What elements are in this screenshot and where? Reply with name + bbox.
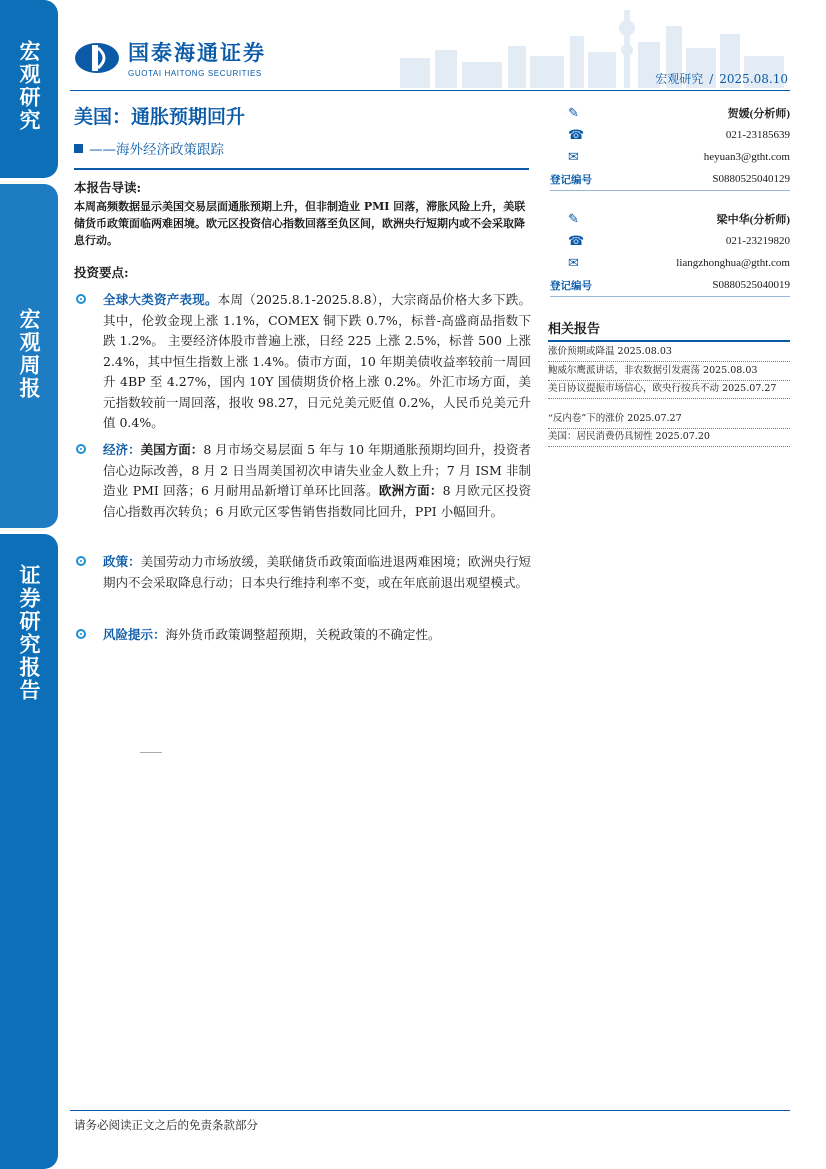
title-divider [74, 168, 529, 170]
point-risk [76, 625, 531, 646]
points-heading: 投资要点: [74, 265, 129, 280]
analyst-name-row [550, 102, 790, 124]
reg-number: S0880525040019 [712, 279, 790, 291]
related-divider [548, 340, 790, 342]
logo-icon [74, 42, 120, 74]
intro-text: 本周高频数据显示美国交易层面通胀预期上升，但非制造业 PMI 回落，滞胀风险上升，美联储货币政策面临两难困境。欧元区投资信心指数回落至负区间，欧洲央行短期内或不会采取降息行动。 [74, 200, 526, 247]
eu-text: 8 月欧元区投资信心指数再次转负；6 月欧元区零售销售指数同比回升，PPI 小幅回升。 [103, 483, 531, 519]
us-label: 美国方面： [140, 442, 204, 457]
related-report-link[interactable]: 美日协议提振市场信心，欧央行按兵不动 2025.07.27 [548, 382, 790, 399]
divider-mark [140, 752, 162, 753]
reg-label: 登记编号 [550, 280, 592, 292]
point-label: 全球大类资产表现。 [103, 292, 218, 307]
mail-icon: ✉ [568, 149, 579, 164]
page-subtitle [74, 138, 224, 158]
analyst-email[interactable]: heyuan3@gtht.com [703, 151, 790, 163]
point-text: 美国劳动力市场放缓，美联储货币政策面临进退两难困境；欧洲央行短期内不会采取降息行动；日本央行维持利率不变，或在年底前退出观望模式。 [103, 554, 531, 590]
square-bullet-icon [74, 144, 83, 153]
report-category: 宏观研究 [655, 72, 704, 86]
phone-icon: ☎ [568, 127, 585, 142]
analyst-phone: 021-23219820 [725, 235, 790, 247]
intro-heading: 本报告导读: [74, 180, 142, 195]
point-label: 政策： [103, 554, 141, 569]
related-report-link[interactable]: 涨价预期或降温 2025.08.03 [548, 345, 790, 362]
related-report-link[interactable]: 鲍威尔鹰派讲话，非农数据引发震荡 2025.08.03 [548, 364, 790, 381]
brand-logo [74, 37, 266, 78]
sidebar-tab-macro-weekly [0, 184, 58, 528]
phone-icon: ☎ [568, 233, 585, 248]
analyst-email-row [550, 146, 790, 168]
point-text: 海外货币政策调整超预期，关税政策的不确定性。 [165, 627, 441, 642]
brand-name-en: GUOTAI HAITONG SECURITIES [128, 69, 262, 78]
sidebar-tab-label: 证券研究报告 [17, 564, 42, 702]
bullet-icon [76, 444, 86, 454]
point-label: 经济： [103, 442, 141, 457]
analyst-name: 贺媛(分析师) [727, 108, 790, 120]
point-economy [76, 440, 531, 522]
footer-divider [70, 1110, 790, 1111]
analyst-email-row [550, 252, 790, 274]
analyst-name-row [550, 208, 790, 230]
bullet-icon [76, 629, 86, 639]
analyst-card [550, 208, 790, 297]
disclaimer-note: 请务必阅读正文之后的免责条款部分 [74, 1118, 258, 1132]
analyst-name: 梁中华(分析师) [716, 214, 790, 226]
related-report-link[interactable]: “反内卷”下的涨价 2025.07.27 [548, 412, 790, 429]
eu-label: 欧洲方面： [378, 483, 443, 498]
point-text: 本周（2025.8.1-2025.8.8），大宗商品价格大多下跌。其中，伦敦金现上涨 1.1%，COMEX 铜下跌 0.7%，标普-高盛商品指数下跌 1.2%。 主要经济体股市普遍上涨，日经 225 上涨 2.5%，标普 500 上涨 2.4%，其中恒生指数上涨 1.4%。债市方面，10 年期美债收益率较前一周回升 4BP 至 4.27%，国内 10Y 国债期货价格上涨 0.2%。外汇市场方面，美元指数较前一周回落，报收 98.27，日元兑美元贬值 0.2%，人民币兑美元升值 0.4%。 [103, 292, 531, 430]
point-label: 风险提示： [103, 627, 166, 642]
header-meta [649, 70, 788, 87]
pen-icon: ✎ [568, 211, 579, 226]
meta-separator: / [709, 72, 714, 86]
sidebar [0, 0, 58, 1169]
analyst-email[interactable]: liangzhonghua@gtht.com [676, 257, 790, 269]
analyst-phone-row [550, 124, 790, 146]
report-date: 2025.08.10 [719, 72, 788, 86]
analyst-reg-row [550, 274, 790, 297]
sidebar-tab-label: 宏观研究 [17, 40, 42, 132]
point-asset-performance [76, 290, 531, 434]
sidebar-tab-label: 宏观周报 [17, 308, 42, 400]
subtitle-text: ——海外经济政策跟踪 [89, 142, 224, 158]
reg-number: S0880525040129 [712, 173, 790, 185]
analyst-card [550, 102, 790, 191]
sidebar-tab-securities-report [0, 534, 58, 1169]
related-heading: 相关报告 [548, 322, 601, 337]
brand-name-cn: 国泰海通证券 [128, 41, 266, 65]
mail-icon: ✉ [568, 255, 579, 270]
page-title: 美国：通胀预期回升 [74, 106, 246, 128]
bullet-icon [76, 556, 86, 566]
header-divider [70, 90, 790, 91]
related-report-link[interactable]: 美国：居民消费仍具韧性 2025.07.20 [548, 430, 790, 447]
reg-label: 登记编号 [550, 174, 592, 186]
sidebar-tab-macro-research [0, 0, 58, 178]
bullet-icon [76, 294, 86, 304]
point-policy [76, 552, 531, 593]
analyst-phone: 021-23185639 [725, 129, 790, 141]
us-text: 8 月市场交易层面 5 年与 10 年期通胀预期均回升，投资者信心边际改善，8 月 2 日当周美国初次申请失业金人数上升；7 月 ISM 非制造业 PMI 回落；6 月耐用品新增订单环比回落。 [103, 442, 531, 498]
analyst-reg-row [550, 168, 790, 191]
pen-icon: ✎ [568, 105, 579, 120]
analyst-phone-row [550, 230, 790, 252]
